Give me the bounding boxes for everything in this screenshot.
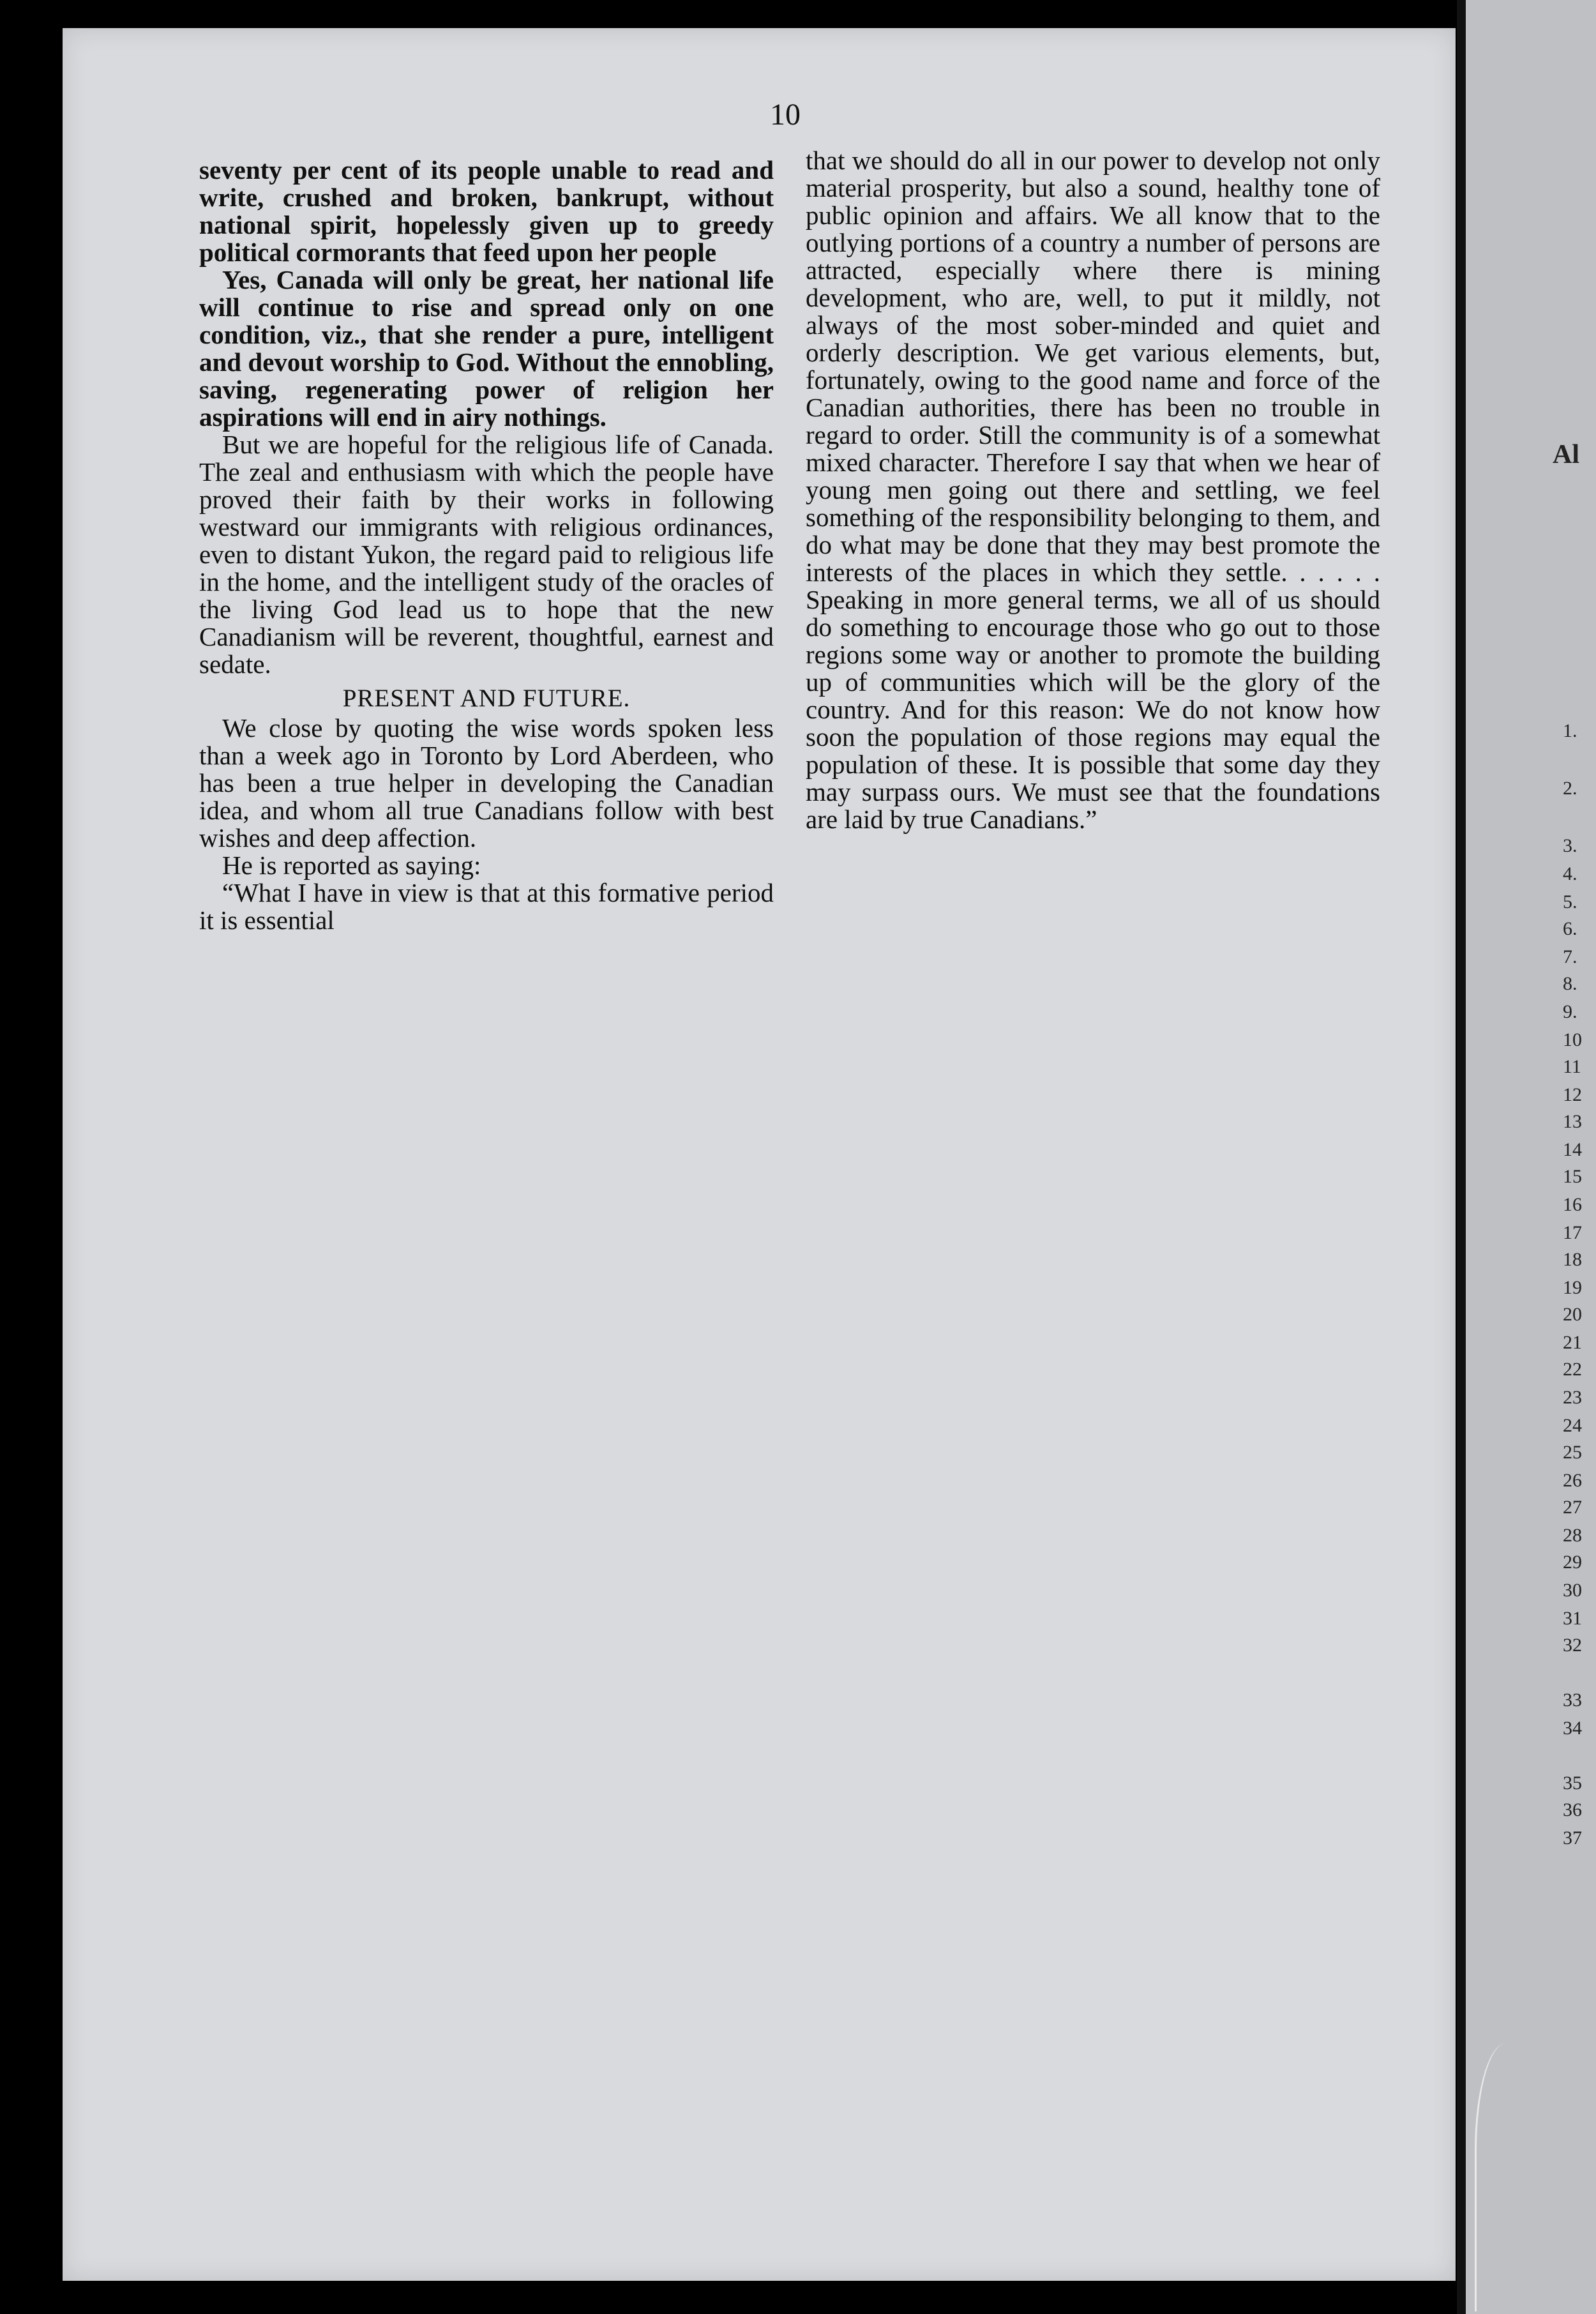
- line-number: 2.: [1563, 778, 1577, 799]
- line-number: 15: [1563, 1166, 1582, 1187]
- line-number: 18: [1563, 1249, 1582, 1270]
- page-gutter: [1457, 0, 1466, 2314]
- line-number: 22: [1563, 1359, 1582, 1380]
- line-number: 1.: [1563, 720, 1577, 741]
- paragraph-reported: He is reported as saying:: [222, 851, 481, 880]
- line-number: 12: [1563, 1084, 1582, 1105]
- line-number: 11: [1563, 1056, 1581, 1077]
- line-number: 36: [1563, 1799, 1582, 1820]
- line-number: 17: [1563, 1222, 1582, 1243]
- line-number: 26: [1563, 1470, 1582, 1491]
- paragraph-quoting: We close by quoting the wise words spoken less than a week ago in Toronto by Lord Aberdeen, who has been a true helper in developing the Canadian idea, and whom all true Canadians follow with best wishes and deep affection.: [199, 713, 774, 852]
- paragraph-quote-start: “What I have in view is that at this formative period it is essential: [199, 878, 774, 935]
- line-number: 6.: [1563, 918, 1577, 939]
- paragraph-canada-greatness: Yes, Canada will only be great, her national life will continue to rise and spread only on one condition, viz., that she render a pure, intelligent and devout worship to God. Without the ennobling, saving, regenerating power of religion her aspirations will end in airy nothings.: [199, 265, 774, 432]
- line-number: 3.: [1563, 835, 1577, 856]
- left-column: [199, 156, 774, 934]
- line-number: 21: [1563, 1332, 1582, 1353]
- line-number: 14: [1563, 1139, 1582, 1160]
- line-number: 19: [1563, 1277, 1582, 1298]
- line-number: 34: [1563, 1718, 1582, 1739]
- line-number: 25: [1563, 1442, 1582, 1463]
- line-number: 4.: [1563, 863, 1577, 884]
- line-number: 9.: [1563, 1001, 1577, 1022]
- line-number: 33: [1563, 1690, 1582, 1711]
- line-number: 32: [1563, 1635, 1582, 1656]
- paragraph-continued: seventy per cent of its people unable to read and write, crushed and broken, bankrupt, without national spirit, hopelessly given up to greedy political cormorants that feed upon her people: [199, 155, 774, 267]
- line-number: 13: [1563, 1111, 1582, 1132]
- line-number: 37: [1563, 1827, 1582, 1849]
- line-number: 10: [1563, 1029, 1582, 1050]
- line-number: 35: [1563, 1773, 1582, 1794]
- right-column: [806, 147, 1380, 833]
- paragraph-quote-continued: that we should do all in our power to develop not only material prosperity, but also a sound, healthy tone of public opinion and affairs. We all know that to the outlying portions of a country a number of persons are attracted, especially where there is mining development, who are, well, to put it mildly, not always of the most sober-minded and quiet and orderly description. We get various elements, but, fortunately, owing to the good name and force of the Canadian authorities, there has been no trouble in regard to order. Still the community is of a somewhat mixed character. Therefore I say that when we hear of young men going out there and settling, we feel something of the responsibility belonging to them, and do what may be done that they may best promote the interests of the places in which they settle. . . . . . Speaking in more general terms, we all of us should do something to encourage those who go out to those regions some way or another to promote the building up of communities which will be the glory of the country. And for this reason: We do not know how soon the population of those regions may equal the population of these. It is possible that some day they may surpass ours. We must see that the foundations are laid by true Canadians.”: [806, 146, 1380, 834]
- line-number: 30: [1563, 1580, 1582, 1601]
- adjacent-page-fragment: Al: [1553, 440, 1579, 469]
- line-number: 27: [1563, 1497, 1582, 1518]
- line-number: 28: [1563, 1525, 1582, 1546]
- line-number: 29: [1563, 1552, 1582, 1573]
- line-number: 24: [1563, 1415, 1582, 1436]
- line-number: 8.: [1563, 973, 1577, 994]
- page-crease: [1475, 2043, 1553, 2311]
- page-number: 10: [770, 98, 801, 132]
- line-number: 31: [1563, 1608, 1582, 1629]
- line-number: 23: [1563, 1387, 1582, 1408]
- line-number: 7.: [1563, 946, 1577, 967]
- paragraph-religious-life: But we are hopeful for the religious life of Canada. The zeal and enthusiasm with which the people have proved their faith by their works in following westward our immigrants with religious ordinances, even to distant Yukon, the regard paid to religious life in the home, and the intelligent study of the oracles of the living God lead us to hope that the new Canadianism will be reverent, thoughtful, earnest and sedate.: [199, 430, 774, 679]
- line-number: 16: [1563, 1194, 1582, 1215]
- line-number: 20: [1563, 1304, 1582, 1325]
- line-number: 5.: [1563, 891, 1577, 912]
- section-heading: PRESENT AND FUTURE.: [342, 684, 631, 712]
